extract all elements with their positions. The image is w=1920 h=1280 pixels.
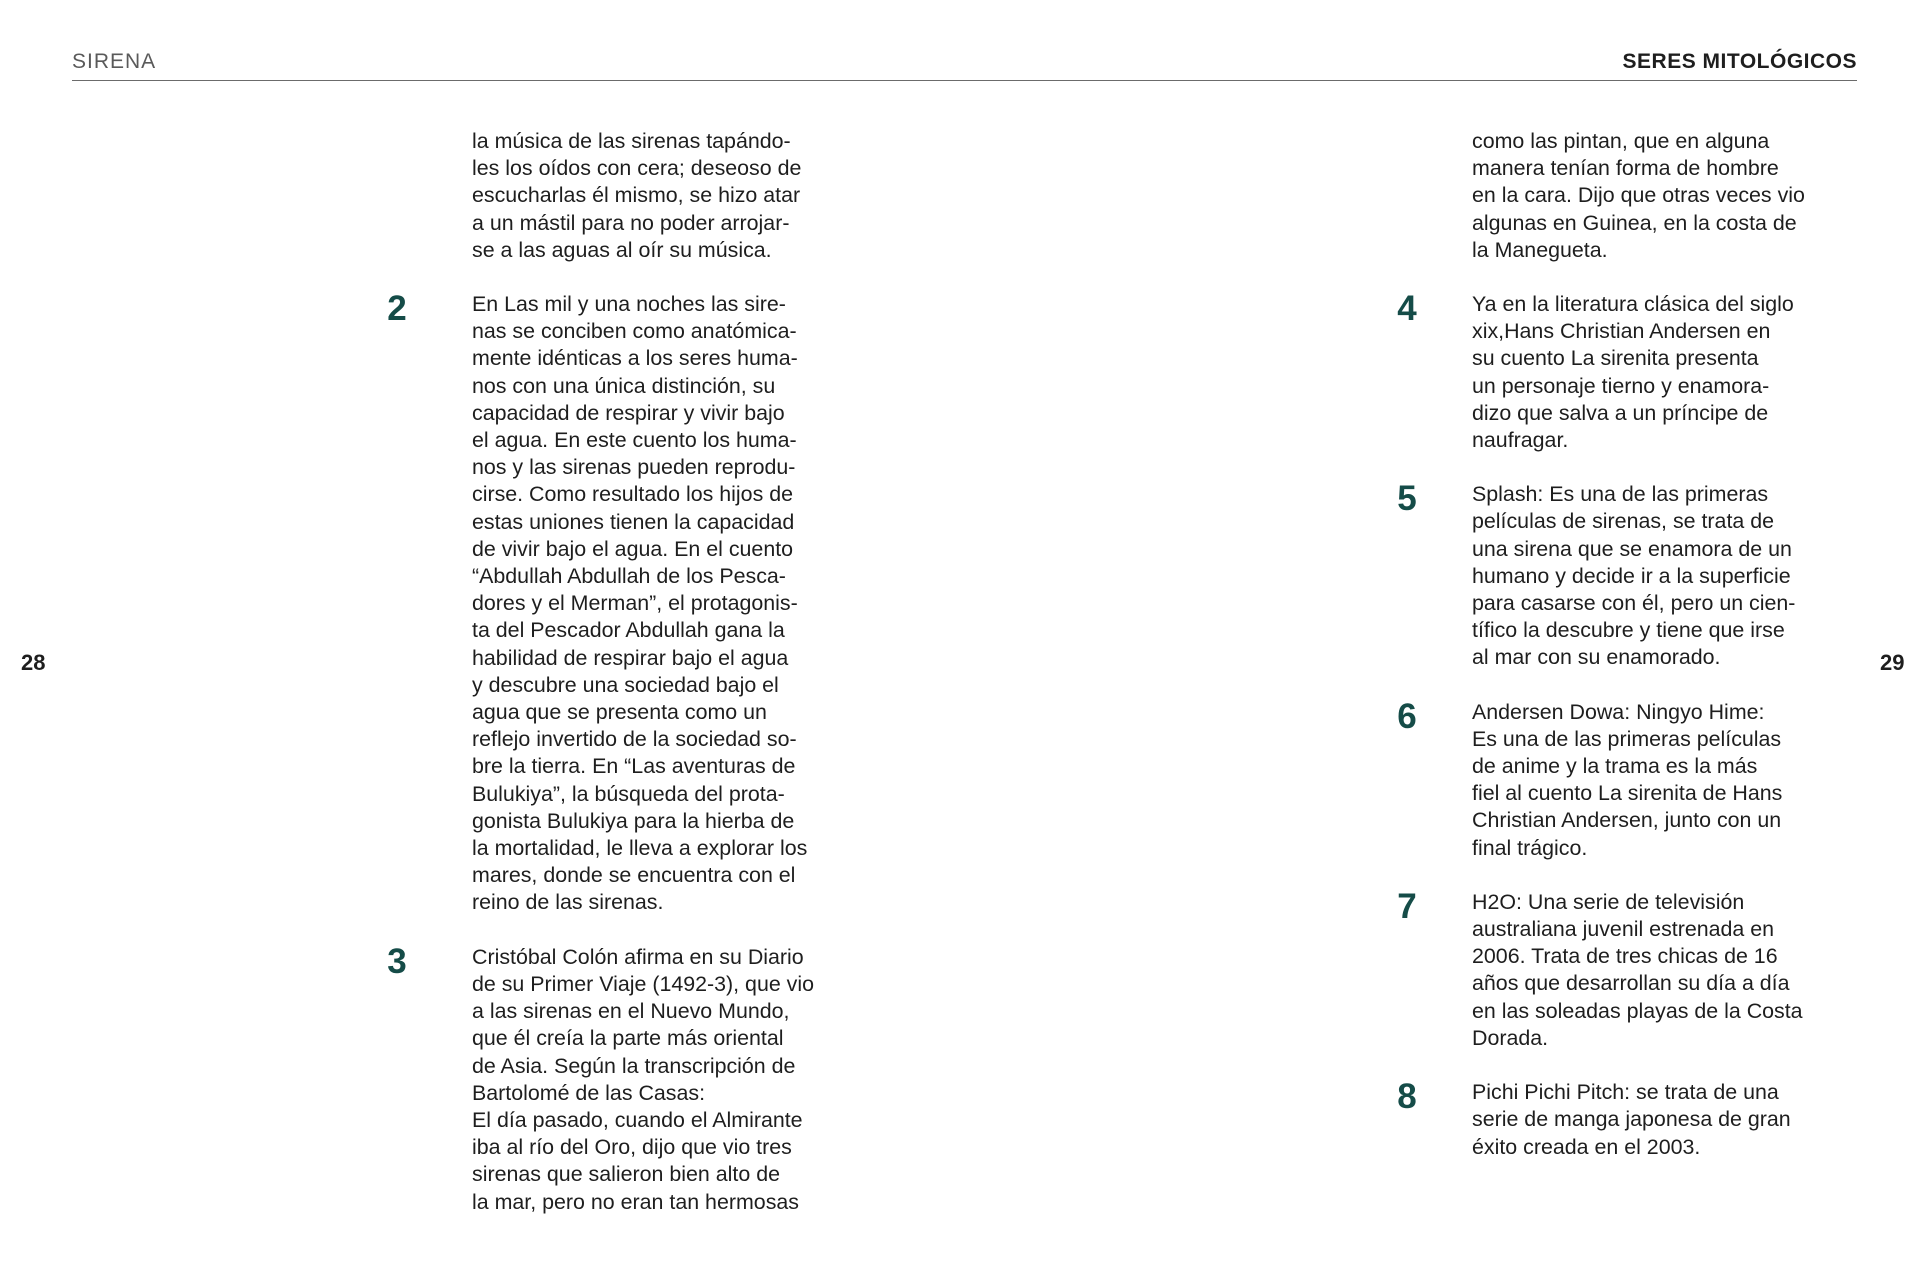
item-text: Andersen Dowa: Ningyo Hime: Es una de las primeras películas de anime y la trama es la más fiel al cuento La sirenita de Hans Christian Andersen, junto con un final trágico. bbox=[1472, 699, 1783, 860]
list-item bbox=[1397, 696, 1867, 862]
right-page-column bbox=[1397, 128, 1867, 1188]
item-number: 8 bbox=[1397, 1077, 1417, 1117]
page-number-left: 28 bbox=[21, 650, 46, 675]
page-number-right: 29 bbox=[1880, 650, 1905, 675]
left-page-column bbox=[387, 128, 902, 1243]
item-number: 7 bbox=[1397, 886, 1417, 926]
item-number: 2 bbox=[387, 289, 407, 329]
list-item bbox=[1397, 479, 1867, 671]
item-number: 3 bbox=[387, 941, 407, 981]
item-text: como las pintan, que en alguna manera tenían forma de hombre en la cara. Dijo que otras veces vio algunas en Guinea, en la costa de la Manegueta. bbox=[1472, 129, 1805, 262]
item-text: Ya en la literatura clásica del siglo xix,Hans Christian Andersen en su cuento La sirenita presenta un personaje tierno y enamora- dizo que salva a un príncipe de naufragar. bbox=[1472, 292, 1794, 453]
running-header-right: SERES MITOLÓGICOS bbox=[1622, 50, 1857, 73]
item-number: 6 bbox=[1397, 696, 1417, 736]
item-text: H2O: Una serie de televisión australiana juvenil estrenada en 2006. Trata de tres chicas de 16 años que desarrollan su día a día en las soleadas playas de la Costa Dorada. bbox=[1472, 889, 1803, 1050]
header-divider bbox=[72, 80, 1857, 81]
list-item bbox=[1397, 1077, 1867, 1161]
item-number: 4 bbox=[1397, 289, 1417, 329]
item-text: Pichi Pichi Pitch: se trata de una serie de manga japonesa de gran éxito creada en el 2003. bbox=[1472, 1080, 1791, 1159]
list-item bbox=[1397, 289, 1867, 454]
list-item bbox=[387, 941, 902, 1216]
list-item bbox=[387, 289, 902, 917]
list-item bbox=[1397, 886, 1867, 1052]
list-item bbox=[1472, 128, 1867, 264]
item-number: 5 bbox=[1397, 479, 1417, 519]
item-text: Splash: Es una de las primeras películas de sirenas, se trata de una sirena que se enamora de un humano y decide ir a la superficie para casarse con él, pero un cien- tífico la descubre y tiene que irse al mar con su enamorado. bbox=[1472, 482, 1796, 670]
item-text: la música de las sirenas tapándo- les los oídos con cera; deseoso de escucharlas él mismo, se hizo atar a un mástil para no poder arrojar- se a las aguas al oír su música. bbox=[472, 129, 802, 262]
list-item bbox=[472, 128, 902, 264]
running-header-left: SIRENA bbox=[72, 50, 157, 73]
item-text: Cristóbal Colón afirma en su Diario de su Primer Viaje (1492-3), que vio a las sirenas en el Nuevo Mundo, que él creía la parte más oriental de Asia. Según la transcripción de Bartolomé de las Casas: El día pasado, cuando el Almirante iba al río del Oro, dijo que vio tres sirenas que salieron bien alto de la mar, pero no eran tan hermosas bbox=[472, 944, 815, 1214]
item-text: En Las mil y una noches las sire- nas se conciben como anatómica- mente idénticas a los seres huma- nos con una única distinción, su capacidad de respirar y vivir bajo el agua. En este cuento los huma- nos y las sirenas pueden reprodu- cirse. Como resultado los hijos de estas uniones tienen la capacidad de vivir bajo el agua. En el cuento “Abdullah Abdullah de los Pesca- dores y el Merman”, el protagonis- ta del Pescador Abdullah gana la habilidad de respirar bajo el agua y descubre una sociedad bajo el agua que se presenta como un reflejo invertido de la sociedad so- bre la tierra. En “Las aventuras de Bulukiya”, la búsqueda del prota- gonista Bulukiya para la hierba de la mortalidad, le lleva a explorar los mares, donde se encuentra con el reino de las sirenas. bbox=[472, 292, 808, 915]
